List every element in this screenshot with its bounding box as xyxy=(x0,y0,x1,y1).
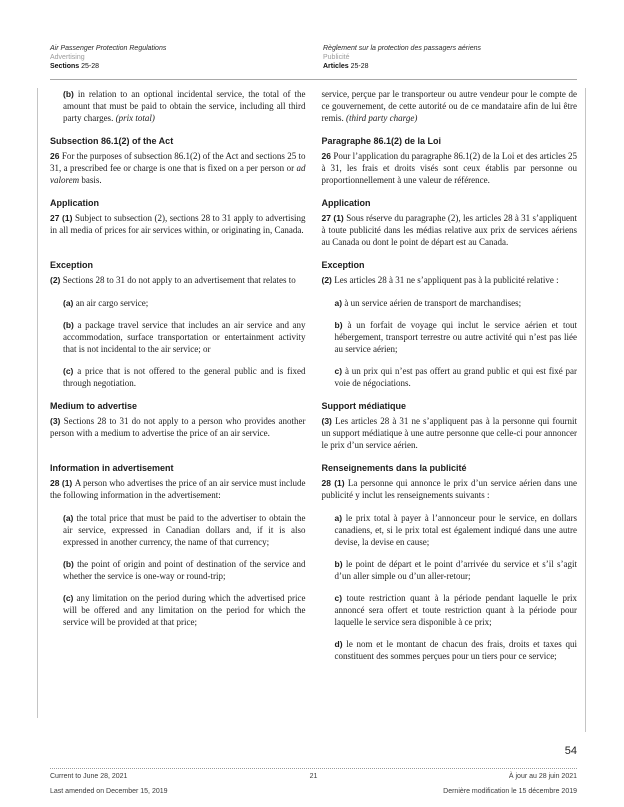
text-segment: à un service aérien de transport de marchandises; xyxy=(344,298,522,308)
text-segment: le nom et le montant de chacun des frais, droits et taxes qui constituent des sommes perçues pour un tiers pour ce service; xyxy=(334,639,577,661)
text-segment: c) xyxy=(334,366,345,376)
text-segment: service, perçue par le transporteur ou autre vendeur pour le compte de ce gouvernement, de cette autorité ou de ce mandataire afin de lui être remis. xyxy=(321,89,577,123)
text-segment: Exception xyxy=(321,260,365,270)
provision-text xyxy=(63,592,306,628)
provision-text xyxy=(63,512,306,548)
text-segment: à un forfait de voyage qui inclut le service aérien et tout hébergement, transport terrestre ou autre activité qui n’est pas liée au service aérien; xyxy=(334,320,577,354)
text-segment: Application xyxy=(50,198,99,208)
provision-text xyxy=(63,558,306,582)
text-segment: a package travel service that includes an air service and any accommodation, surface transportation or entertainment activity that is not incidental to the air service; or xyxy=(63,320,306,354)
text-segment: (third party charge) xyxy=(346,113,418,123)
marginal-note-heading xyxy=(50,197,306,209)
text-segment: in relation to an optional incidental service, the total of the amount that must be paid to obtain the service, including all third party charges. xyxy=(63,89,306,123)
text-segment: (b) xyxy=(63,559,78,569)
text-segment: (b) xyxy=(63,89,78,99)
provision-row xyxy=(50,400,577,451)
provision-row xyxy=(50,512,577,662)
text-segment: the total price that must be paid to the advertiser to obtain the air service, expressed in Canadian dollars and, if it is also expressed in another currency, the name of that currency; xyxy=(63,513,306,547)
part-subtitle-fr: Publicité xyxy=(323,54,350,61)
text-segment: 28 (1) xyxy=(50,478,75,488)
column-en xyxy=(50,400,306,451)
text-segment: toute restriction quant à la période pendant laquelle le prix annoncé sera offert et toute restriction quant à la période pour laquelle le service sera disponible à ce prix; xyxy=(334,593,577,627)
column-en xyxy=(50,259,306,286)
provision-text xyxy=(50,274,306,286)
provision-row xyxy=(50,197,577,248)
text-segment: Sections 28 to 31 do not apply to an advertisement that relates to xyxy=(62,275,296,285)
column-en xyxy=(50,135,306,186)
provision-row xyxy=(50,259,577,286)
provision-text xyxy=(50,415,306,439)
section-range-label-en: Sections xyxy=(50,63,80,70)
text-segment: (a) xyxy=(63,513,77,523)
text-segment: c) xyxy=(334,593,347,603)
footer-current-fr: À jour au 28 juin 2021 xyxy=(508,773,577,780)
section-range-label-fr: Articles xyxy=(323,63,349,70)
column-en xyxy=(50,297,306,389)
marginal-note-heading xyxy=(322,259,578,271)
marginal-note-heading xyxy=(50,462,306,474)
marginal-note-heading xyxy=(322,462,578,474)
header-rule xyxy=(50,79,577,80)
provision-row xyxy=(50,135,577,186)
text-segment: (2) xyxy=(321,275,335,285)
provision-text xyxy=(322,88,578,124)
provision-text xyxy=(50,477,306,501)
part-subtitle-en: Advertising xyxy=(50,54,85,61)
provision-text xyxy=(50,212,306,236)
footer-current-en: Current to June 28, 2021 xyxy=(50,773,128,780)
footer-sheet-number: 21 xyxy=(309,773,318,780)
footer-line-2 xyxy=(50,788,577,796)
text-segment: Sous réserve du paragraphe (2), les articles 28 à 31 s’appliquent à toute publicité dans les médias relative aux prix de services aériens au Canada ou dont le point de départ est au Canada. xyxy=(321,213,577,247)
marginal-note-heading xyxy=(50,259,306,271)
text-segment: 26 xyxy=(321,151,334,161)
footer-amended-en: Last amended on December 15, 2019 xyxy=(50,788,168,795)
text-segment: à un prix qui n’est pas offert au grand public et qui est fixé par voie de négociations. xyxy=(334,366,577,388)
provision-text xyxy=(322,415,578,451)
provision-text xyxy=(322,212,578,248)
provision-text xyxy=(335,297,578,309)
text-segment: basis. xyxy=(79,175,102,185)
text-segment: a price that is not offered to the general public and is fixed through negotiation. xyxy=(63,366,306,388)
provision-text xyxy=(63,297,306,309)
column-en xyxy=(50,197,306,248)
regulation-title-fr: Règlement sur la protection des passagers aériens xyxy=(323,45,481,52)
column-en xyxy=(50,462,306,501)
text-segment: a) xyxy=(334,298,345,308)
text-segment: 27 (1) xyxy=(50,213,76,223)
column-fr xyxy=(322,462,578,501)
provision-text xyxy=(335,365,578,389)
marginal-note-heading xyxy=(322,400,578,412)
page-number: 54 xyxy=(564,745,577,757)
text-segment: (a) xyxy=(63,298,76,308)
footer-rule xyxy=(50,768,577,769)
text-segment: b) xyxy=(334,559,346,569)
text-segment: Pour l’application du paragraphe 86.1(2) de la Loi et des articles 25 à 31, les frais et droits visés sont ceux établis par personne ou proportionnellement à une valeur de référence. xyxy=(321,151,577,185)
provision-text xyxy=(335,638,578,662)
regulation-title-en: Air Passenger Protection Regulations xyxy=(50,45,167,52)
text-segment: ad valorem xyxy=(50,163,306,185)
provision-text xyxy=(63,88,306,124)
header-english xyxy=(50,44,304,71)
provision-text xyxy=(63,319,306,355)
provision-text xyxy=(322,477,578,501)
marginal-note-heading xyxy=(322,197,578,209)
text-segment: (b) xyxy=(63,320,78,330)
marginal-note-heading xyxy=(50,135,306,147)
text-segment: (3) xyxy=(321,416,336,426)
section-range-en xyxy=(50,62,304,71)
text-segment: Subsection 86.1(2) of the Act xyxy=(50,136,174,146)
text-segment: Les articles 28 à 31 ne s’appliquent pas à la personne qui fournit un support médiatique à une autre personne que celle-ci pour annoncer le prix d’un service aérien. xyxy=(321,416,578,450)
text-segment: a) xyxy=(334,513,346,523)
text-segment: Sections 28 to 31 do not apply to a person who provides another person with a medium to advertise the price of an air service. xyxy=(50,416,306,438)
text-segment: Subject to subsection (2), sections 28 to 31 apply to advertising in all media of prices for air services within, or originating in, Canada. xyxy=(50,213,306,235)
section-range-fr xyxy=(323,62,577,71)
provision-row xyxy=(50,462,577,501)
text-segment: A person who advertises the price of an air service must include the following information in the advertisement: xyxy=(50,478,306,500)
text-segment: le point de départ et le point d’arrivée du service et s’il s’agit d’un aller simple ou d’un aller-retour; xyxy=(334,559,578,581)
text-segment: (2) xyxy=(50,275,63,285)
provision-text xyxy=(335,319,578,355)
body-columns xyxy=(50,88,577,673)
column-fr xyxy=(322,88,578,124)
marginal-note-heading xyxy=(322,135,578,147)
text-segment: Paragraphe 86.1(2) de la Loi xyxy=(321,136,442,146)
text-segment: 28 (1) xyxy=(321,478,348,488)
text-segment: (prix total) xyxy=(115,113,155,123)
text-segment: Exception xyxy=(50,260,94,270)
column-fr xyxy=(322,512,578,662)
section-range-value-fr: 25-28 xyxy=(348,63,369,70)
footer-amended-fr: Dernière modification le 15 décembre 2019 xyxy=(443,788,577,795)
page-header xyxy=(50,44,577,71)
text-segment: La personne qui annonce le prix d’un service aérien dans une publicité y inclut les renseignements suivants : xyxy=(321,478,577,500)
provision-row xyxy=(50,297,577,389)
provision-text xyxy=(322,150,578,186)
column-fr xyxy=(322,135,578,186)
column-fr xyxy=(322,400,578,451)
marginal-note-heading xyxy=(50,400,306,412)
text-segment: Medium to advertise xyxy=(50,401,138,411)
provision-text xyxy=(322,274,578,286)
text-segment: the point of origin and point of destination of the service and whether the service is one-way or round-trip; xyxy=(63,559,306,581)
text-segment: le prix total à payer à l’annonceur pour le service, en dollars canadiens, et, si le prix total est également indiqué dans une autre devise, la devise en cause; xyxy=(334,513,577,547)
text-segment: Information in advertisement xyxy=(50,463,174,473)
provision-text xyxy=(335,512,578,548)
footer-line-1 xyxy=(50,773,577,781)
text-segment: 27 (1) xyxy=(321,213,347,223)
column-en xyxy=(50,88,306,124)
text-segment: an air cargo service; xyxy=(75,298,149,308)
provision-text xyxy=(335,558,578,582)
text-segment: (3) xyxy=(50,416,64,426)
provision-row xyxy=(50,88,577,124)
text-segment: (c) xyxy=(63,366,78,376)
text-segment: Renseignements dans la publicité xyxy=(321,463,467,473)
provision-text xyxy=(63,365,306,389)
section-range-value-en: 25-28 xyxy=(79,63,100,70)
column-en xyxy=(50,512,306,662)
column-fr xyxy=(322,297,578,389)
provision-text xyxy=(50,150,306,186)
text-segment: b) xyxy=(334,320,348,330)
text-segment: any limitation on the period during which the advertised price will be offered and any limitation on the period for which the service will be provided at that price; xyxy=(63,593,306,627)
provision-text xyxy=(335,592,578,628)
text-segment: (c) xyxy=(63,593,77,603)
column-fr xyxy=(322,259,578,286)
text-segment: Application xyxy=(321,198,371,208)
text-segment: For the purposes of subsection 86.1(2) of the Act and sections 25 to 31, a prescribed fee or charge is one that is fixed on a per person or xyxy=(50,151,306,173)
text-segment: Les articles 28 à 31 ne s’appliquent pas à la publicité relative : xyxy=(334,275,559,285)
column-fr xyxy=(322,197,578,248)
text-segment: d) xyxy=(334,639,347,649)
header-french xyxy=(323,44,577,71)
text-segment: Support médiatique xyxy=(321,401,407,411)
change-bar-right xyxy=(585,88,586,732)
change-bar-left xyxy=(37,88,38,718)
text-segment: 26 xyxy=(50,151,62,161)
